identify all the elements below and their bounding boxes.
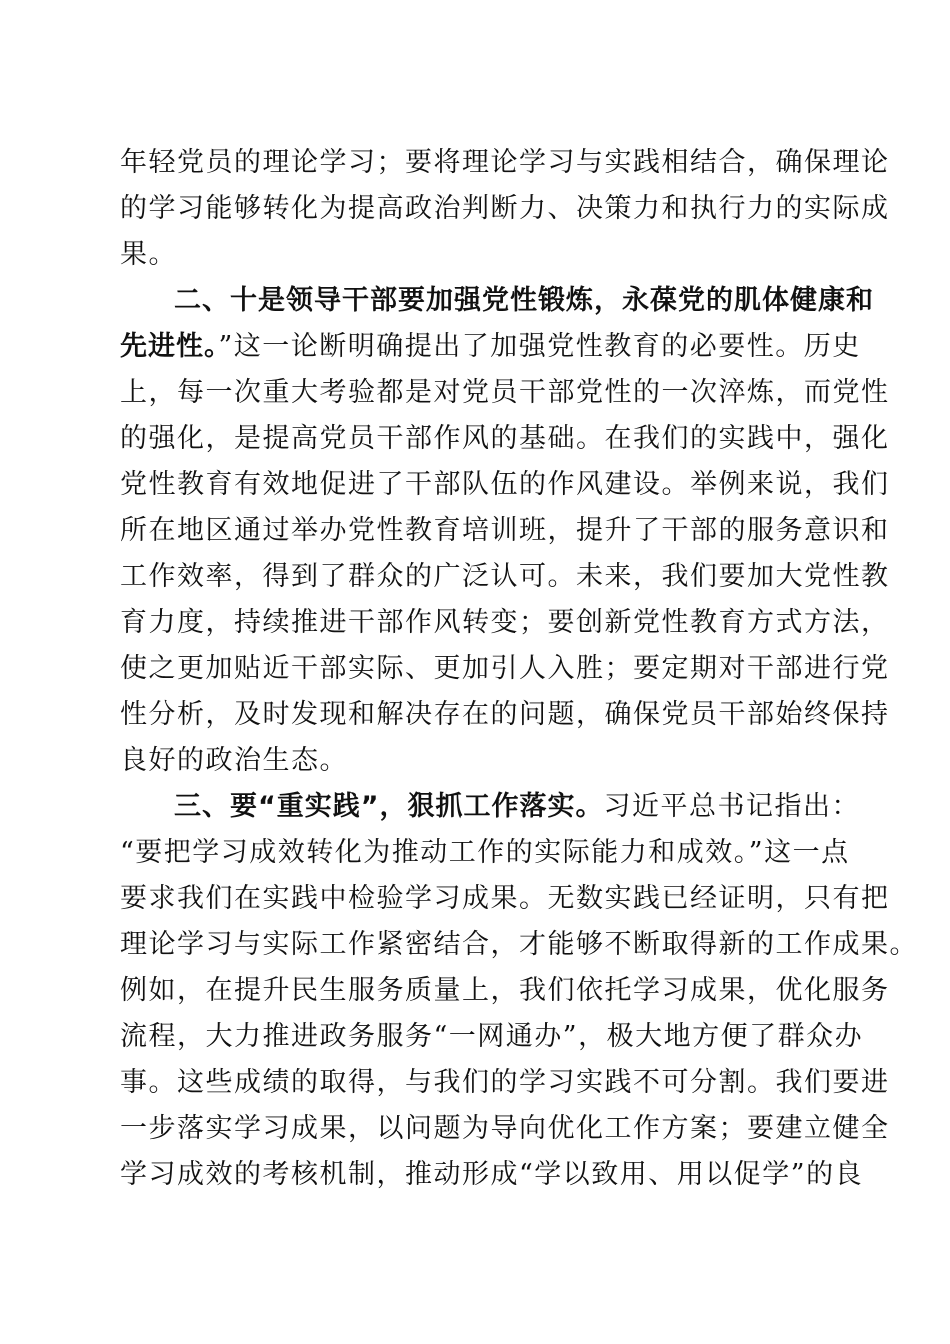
body-line: 所在地区通过举办党性教育培训班，提升了干部的服务意识和 bbox=[120, 515, 890, 546]
body-line: 使之更加贴近干部实际、更加引人入胜；要定期对干部进行党 bbox=[120, 653, 890, 684]
body-line: 性分析，及时发现和解决存在的问题，确保党员干部始终保持 bbox=[120, 699, 890, 730]
body-line: 事。这些成绩的取得，与我们的学习实践不可分割。我们要进 bbox=[120, 1067, 890, 1098]
body-line bbox=[120, 324, 861, 370]
body-line: 理论学习与实际工作紧密结合，才能够不断取得新的工作成果。 bbox=[120, 929, 918, 960]
body-line: 上，每一次重大考验都是对党员干部党性的一次淬炼，而党性 bbox=[120, 377, 890, 408]
body-line: 的学习能够转化为提高政治判断力、决策力和执行力的实际成 bbox=[120, 193, 890, 224]
body-line: 学习成效的考核机制，推动形成“学以致用、用以促学”的良 bbox=[120, 1159, 864, 1190]
body-line: 育力度，持续推进干部作风转变；要创新党性教育方式方法， bbox=[120, 607, 890, 638]
body-line bbox=[120, 784, 860, 830]
section-heading-2: 二、十是领导干部要加强党性锻炼，永葆党的肌体健康和 bbox=[174, 285, 874, 316]
body-line: 流程，大力推进政务服务“一网通办”，极大地方便了群众办 bbox=[120, 1021, 864, 1052]
document-body bbox=[120, 140, 918, 1198]
body-line: “要把学习成效转化为推动工作的实际能力和成效。”这一点 bbox=[120, 837, 850, 868]
body-line: 年轻党员的理论学习；要将理论学习与实践相结合，确保理论 bbox=[120, 147, 890, 178]
body-line: 良好的政治生态。 bbox=[120, 745, 348, 776]
section-heading-2-end: 先进性。 bbox=[120, 331, 219, 362]
body-line: 例如，在提升民生服务质量上，我们依托学习成果，优化服务 bbox=[120, 975, 890, 1006]
body-line: 一步落实学习成果，以问题为导向优化工作方案；要建立健全 bbox=[120, 1113, 890, 1144]
body-line: 要求我们在实践中检验学习成果。无数实践已经证明，只有把 bbox=[120, 883, 890, 914]
body-text: ”这一论断明确提出了加强党性教育的必要性。历史 bbox=[218, 331, 861, 362]
body-text: 习近平总书记指出： bbox=[603, 791, 860, 822]
body-line: 工作效率，得到了群众的广泛认可。未来，我们要加大党性教 bbox=[120, 561, 890, 592]
section-heading-3: 三、要“重实践”，狠抓工作落实。 bbox=[174, 791, 604, 822]
body-line: 的强化，是提高党员干部作风的基础。在我们的实践中，强化 bbox=[120, 423, 890, 454]
body-line: 党性教育有效地促进了干部队伍的作风建设。举例来说，我们 bbox=[120, 469, 890, 500]
body-line: 果。 bbox=[120, 239, 177, 270]
